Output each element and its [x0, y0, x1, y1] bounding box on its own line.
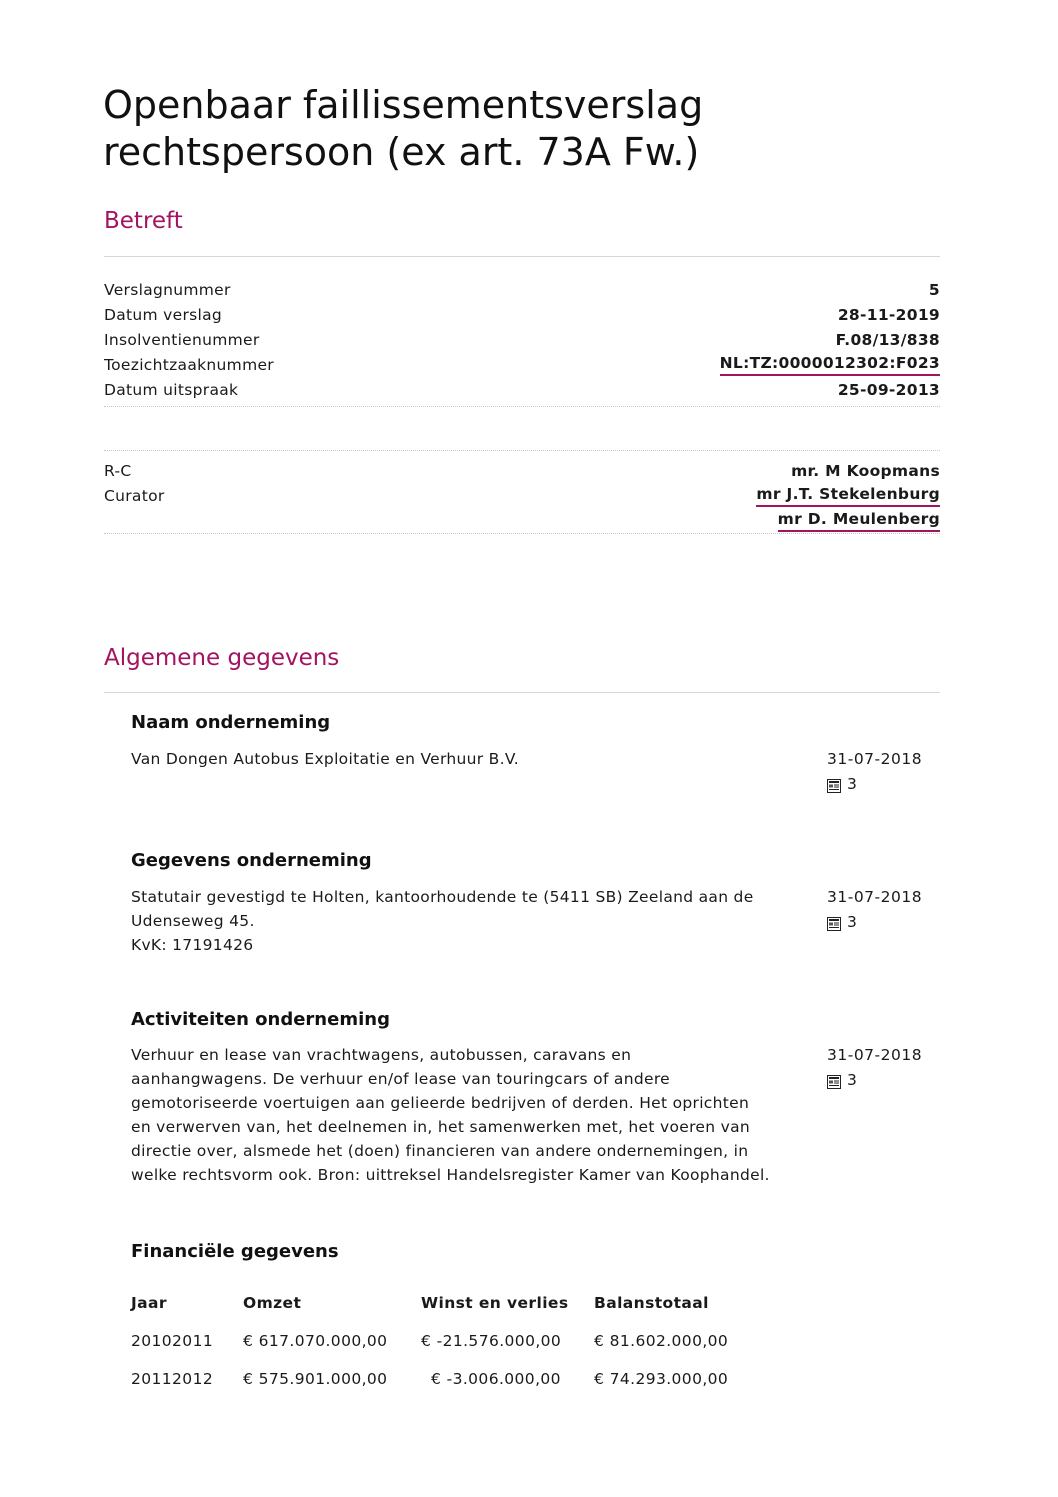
row-datum-verslag	[104, 303, 940, 328]
document-ref[interactable]	[827, 1068, 857, 1092]
title-line-1: Openbaar faillissementsverslag	[103, 83, 704, 127]
table-cell: 20112012	[131, 1370, 214, 1388]
text-line: gemotoriseerde voertuigen aan gelieerde bedrijven of derden. Het oprichten	[131, 1094, 750, 1112]
table-cell: € 575.901.000,00	[243, 1370, 388, 1388]
ref-number: 3	[847, 775, 857, 793]
row-toezichtzaaknummer	[104, 353, 940, 378]
report-title	[103, 82, 943, 176]
ref-number: 3	[847, 913, 857, 931]
gegevens-onderneming-text	[131, 885, 801, 957]
value: 28-11-2019	[837, 306, 940, 324]
row-curator	[104, 484, 940, 509]
value: 5	[928, 281, 940, 299]
divider	[104, 256, 940, 257]
text-line: directie over, alsmede het (doen) financieren van andere ondernemingen, in	[131, 1142, 749, 1160]
label: Insolventienummer	[104, 331, 260, 349]
table-cell: € 617.070.000,00	[243, 1332, 388, 1350]
column-header-winst-en-verlies: Winst en verlies	[421, 1294, 569, 1312]
text-line: KvK: 17191426	[131, 936, 254, 954]
text-line: Statutair gevestigd te Holten, kantoorhoudende te (5411 SB) Zeeland aan de	[131, 888, 754, 906]
subheading-activiteiten-onderneming: Activiteiten onderneming	[131, 1009, 390, 1030]
label: Verslagnummer	[104, 281, 231, 299]
label: Toezichtzaaknummer	[104, 356, 274, 374]
text-line: Verhuur en lease van vrachtwagens, autobussen, caravans en	[131, 1046, 632, 1064]
document-ref[interactable]	[827, 910, 857, 934]
activiteiten-onderneming-text	[131, 1043, 801, 1187]
table-cell: 20102011	[131, 1332, 214, 1350]
toezichtzaaknummer-link[interactable]: NL:TZ:0000012302:F023	[720, 353, 940, 376]
section-heading-algemene-gegevens: Algemene gegevens	[104, 645, 340, 671]
section-heading-betreft: Betreft	[104, 208, 183, 234]
text-line: en verwerven van, het deelnemen in, het samenwerken met, het voeren van	[131, 1118, 751, 1136]
text-line: aanhangwagens. De verhuur en/of lease van touringcars of andere	[131, 1070, 670, 1088]
text-line: welke rechtsvorm ook. Bron: uittreksel Handelsregister Kamer van Koophandel.	[131, 1166, 770, 1184]
document-icon	[827, 1075, 841, 1089]
section-date: 31-07-2018	[827, 1046, 923, 1064]
divider	[104, 406, 940, 407]
row-datum-uitspraak	[104, 378, 940, 403]
naam-onderneming-text	[131, 747, 801, 771]
divider	[104, 450, 940, 451]
subheading-financiele-gegevens: Financiële gegevens	[131, 1241, 339, 1262]
label: Datum uitspraak	[104, 381, 239, 399]
section-date: 31-07-2018	[827, 888, 923, 906]
label: Curator	[104, 487, 165, 505]
column-header-omzet: Omzet	[243, 1294, 302, 1312]
value: mr. M Koopmans	[791, 462, 940, 480]
divider	[104, 533, 940, 534]
curator-link[interactable]: mr J.T. Stekelenburg	[756, 484, 940, 507]
value: 25-09-2013	[837, 381, 940, 399]
row-verslagnummer	[104, 278, 940, 303]
table-cell: € -21.576.000,00	[421, 1332, 562, 1350]
column-header-jaar: Jaar	[131, 1294, 167, 1312]
label: Datum verslag	[104, 306, 223, 324]
row-insolventienummer	[104, 328, 940, 353]
row-curator-2	[104, 509, 940, 534]
row-rc	[104, 459, 940, 484]
table-cell: € 74.293.000,00	[594, 1370, 729, 1388]
subheading-naam-onderneming: Naam onderneming	[131, 712, 331, 733]
label: R-C	[104, 462, 132, 480]
divider	[104, 692, 940, 693]
subheading-gegevens-onderneming: Gegevens onderneming	[131, 850, 372, 871]
text-line: Udenseweg 45.	[131, 912, 255, 930]
value: F.08/13/838	[835, 331, 940, 349]
column-header-balanstotaal: Balanstotaal	[594, 1294, 709, 1312]
document-ref[interactable]	[827, 772, 857, 796]
text-line: Van Dongen Autobus Exploitatie en Verhuur B.V.	[131, 750, 519, 768]
document-icon	[827, 779, 841, 793]
curator-link[interactable]: mr D. Meulenberg	[778, 509, 940, 532]
title-line-2: rechtspersoon (ex art. 73A Fw.)	[103, 130, 700, 174]
section-date: 31-07-2018	[827, 750, 923, 768]
ref-number: 3	[847, 1071, 857, 1089]
table-cell: € 81.602.000,00	[594, 1332, 729, 1350]
table-cell: € -3.006.000,00	[431, 1370, 561, 1388]
document-icon	[827, 917, 841, 931]
